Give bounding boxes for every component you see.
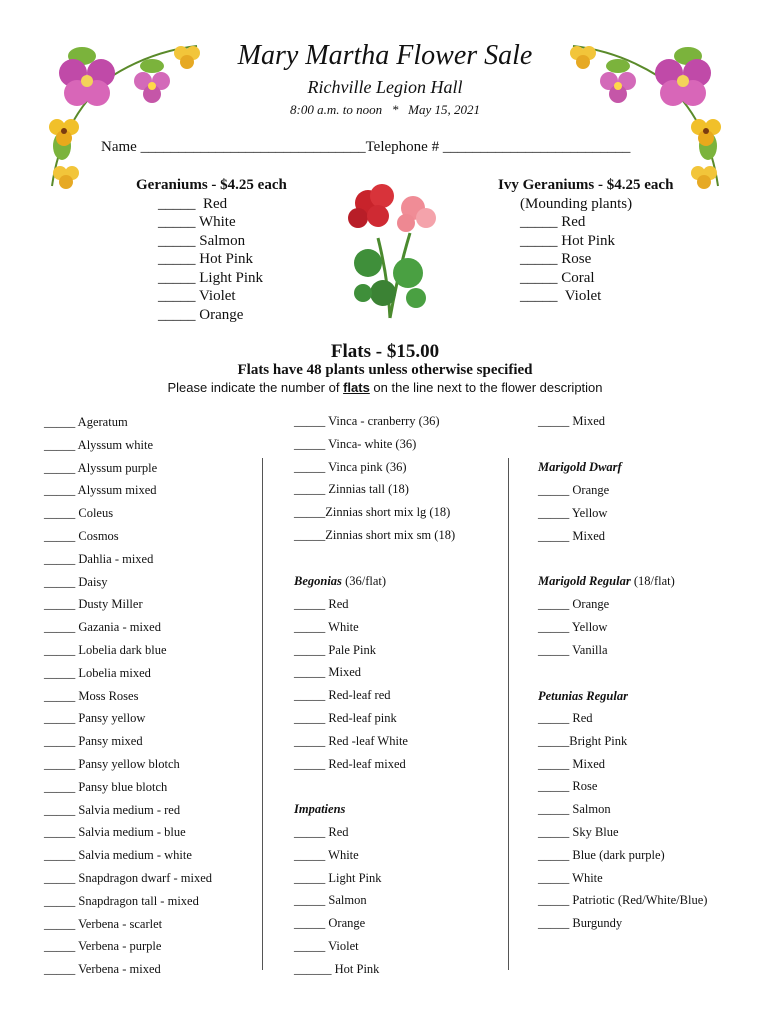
column-divider-left [262, 458, 263, 970]
order-line-item[interactable]: _____ Zinnias tall (18) [294, 482, 409, 497]
order-line-item[interactable]: _____Zinnias short mix sm (18) [294, 528, 456, 542]
order-line-item[interactable]: _____ Verbena - scarlet [44, 916, 163, 931]
order-line-item[interactable]: _____ Pansy blue blotch [44, 779, 168, 794]
instruction-flats-word: flats [343, 380, 370, 395]
name-telephone-line[interactable]: Name ______________________________Telephone # _________________________ [101, 139, 631, 155]
order-line-item[interactable]: _____ Ageratum [44, 415, 128, 429]
order-line-item[interactable]: _____ Red-leaf red [294, 688, 391, 703]
column-divider-right [508, 458, 509, 970]
order-line-item[interactable]: _____ Rose [538, 779, 598, 794]
order-line-item[interactable]: _____ White [294, 847, 359, 862]
order-line-item[interactable]: _____ Verbena - mixed [44, 962, 161, 977]
order-line-item[interactable]: _____ Moss Roses [44, 688, 139, 703]
order-line-item[interactable]: _____ Light Pink [158, 269, 264, 286]
order-line-item[interactable]: _____ Orange [538, 483, 610, 497]
order-line-item[interactable]: _____ Snapdragon tall - mixed [44, 893, 199, 908]
order-line-item[interactable]: _____ Coleus [44, 506, 114, 521]
instruction-text-end: on the line next to the flower description [369, 380, 603, 395]
order-line-item[interactable]: _____ Verbena - purple [44, 939, 162, 954]
order-line-item[interactable]: _____ Red [520, 214, 586, 230]
section-title [294, 574, 386, 589]
section-title: Marigold Dwarf [538, 460, 622, 474]
order-line-item[interactable]: _____ Light Pink [294, 870, 382, 885]
event-location: Richville Legion Hall [307, 77, 463, 97]
order-line-item[interactable]: _____ Pansy mixed [44, 734, 143, 749]
order-line-item[interactable]: _____ Mixed [294, 665, 362, 680]
order-line-item[interactable]: _____ Burgundy [538, 916, 623, 931]
section-title: Petunias Regular [538, 689, 628, 703]
order-line-item[interactable]: _____ Mixed [538, 414, 606, 428]
order-line-item[interactable]: _____ Blue (dark purple) [538, 847, 665, 862]
order-line-item[interactable]: _____ Orange [538, 597, 610, 611]
order-line-item[interactable]: _____ Red-leaf pink [294, 711, 397, 725]
section-title-text: Marigold Regular [538, 574, 631, 588]
geraniums-block [136, 176, 287, 324]
order-line-item[interactable]: _____ Vanilla [538, 642, 608, 657]
flats-title: Flats - $15.00 [330, 341, 440, 362]
order-line-item[interactable]: _____ Lobelia dark blue [44, 643, 167, 657]
section-title [538, 574, 675, 589]
order-line-item[interactable]: _____ Dahlia - mixed [44, 551, 154, 566]
order-line-item[interactable]: _____ Violet [158, 288, 236, 304]
order-line-item[interactable]: _____ Patriotic (Red/White/Blue) [538, 893, 708, 908]
order-line-item[interactable]: _____ Sky Blue [538, 825, 619, 839]
order-line-item[interactable]: _____ Salmon [158, 232, 246, 249]
geranium-illustration [338, 178, 443, 323]
section-title-text: Begonias [294, 574, 342, 588]
order-line-item[interactable]: _____ Vinca- white (36) [294, 436, 417, 451]
order-line-item[interactable]: ______ Hot Pink [294, 961, 380, 976]
instruction-text: Please indicate the number of [167, 380, 344, 395]
order-line-item[interactable]: _____ Cosmos [44, 529, 119, 543]
order-line-item[interactable]: _____ Orange [294, 916, 366, 931]
order-line-item[interactable]: _____ Orange [158, 306, 244, 323]
order-line-item[interactable]: _____ Yellow [538, 619, 608, 634]
order-line-item[interactable]: _____ Alyssum purple [44, 460, 158, 475]
order-line-item[interactable]: _____ Dusty Miller [44, 597, 143, 612]
order-line-item[interactable]: _____ Mixed [538, 756, 606, 771]
order-line-item[interactable]: _____ Hot Pink [520, 232, 616, 249]
section-title: Impatiens [294, 802, 346, 816]
order-line-item[interactable]: _____ Gazania - mixed [44, 620, 161, 635]
order-line-item[interactable]: _____ Salmon [294, 893, 367, 908]
order-line-item[interactable]: _____ Rose [520, 251, 592, 267]
order-line-item[interactable]: _____ Salvia medium - blue [44, 825, 186, 840]
order-line-item[interactable]: _____ Salvia medium - red [44, 802, 181, 817]
order-line-item[interactable]: _____ Daisy [44, 574, 108, 589]
event-time-date: 8:00 a.m. to noon * May 15, 2021 [290, 102, 480, 117]
ivy-geraniums-title: Ivy Geraniums - $4.25 each [498, 177, 674, 193]
order-line-item[interactable]: _____ Vinca pink (36) [294, 459, 407, 474]
order-line-item[interactable]: _____ Vinca - cranberry (36) [294, 414, 440, 428]
order-line-item[interactable]: _____ Pale Pink [294, 642, 376, 657]
order-line-item[interactable]: _____ Red [294, 825, 349, 839]
order-line-item[interactable]: _____ White [294, 619, 359, 634]
order-line-item[interactable]: _____ Violet [294, 939, 359, 953]
order-line-item[interactable]: _____ Alyssum mixed [44, 483, 157, 498]
order-line-item[interactable]: _____Bright Pink [538, 733, 628, 748]
order-line-item[interactable]: _____ Snapdragon dwarf - mixed [44, 871, 213, 885]
order-line-item[interactable]: _____ Coral [520, 269, 595, 286]
order-line-item[interactable]: _____ White [538, 870, 603, 885]
order-line-item[interactable]: _____ Red [538, 711, 593, 725]
order-line-item[interactable]: _____ Salmon [538, 802, 611, 817]
ivy-geraniums-block [498, 176, 673, 306]
order-line-item[interactable]: _____ Pansy yellow blotch [44, 757, 180, 771]
order-line-item[interactable]: _____ Alyssum white [44, 437, 154, 452]
ivy-geraniums-subtitle: (Mounding plants) [520, 195, 633, 212]
order-line-item[interactable]: _____Zinnias short mix lg (18) [294, 505, 451, 520]
order-line-item[interactable]: _____ Mixed [538, 528, 606, 543]
order-line-item[interactable]: _____ Yellow [538, 505, 608, 520]
order-line-item[interactable]: _____ Hot Pink [158, 251, 254, 267]
order-line-item[interactable]: _____ Red-leaf mixed [294, 756, 406, 771]
section-note: (18/flat) [630, 574, 675, 588]
order-line-item[interactable]: _____ Lobelia mixed [44, 665, 151, 680]
geraniums-title: Geraniums - $4.25 each [136, 177, 287, 193]
order-line-item[interactable]: _____ Salvia medium - white [44, 848, 192, 863]
page-title: Mary Martha Flower Sale [237, 40, 533, 71]
order-line-item[interactable]: _____ Violet [520, 288, 602, 304]
order-line-item[interactable]: _____ Red -leaf White [294, 733, 408, 748]
order-line-item[interactable]: _____ White [158, 214, 236, 230]
order-line-item[interactable]: _____ Red [294, 597, 349, 611]
section-note: (36/flat) [341, 574, 387, 588]
order-line-item[interactable]: _____ Pansy yellow [44, 711, 146, 726]
flats-subtitle: Flats have 48 plants unless otherwise specified [237, 362, 533, 378]
flats-instruction [0, 380, 770, 395]
order-line-item[interactable]: _____ Red [158, 195, 228, 212]
